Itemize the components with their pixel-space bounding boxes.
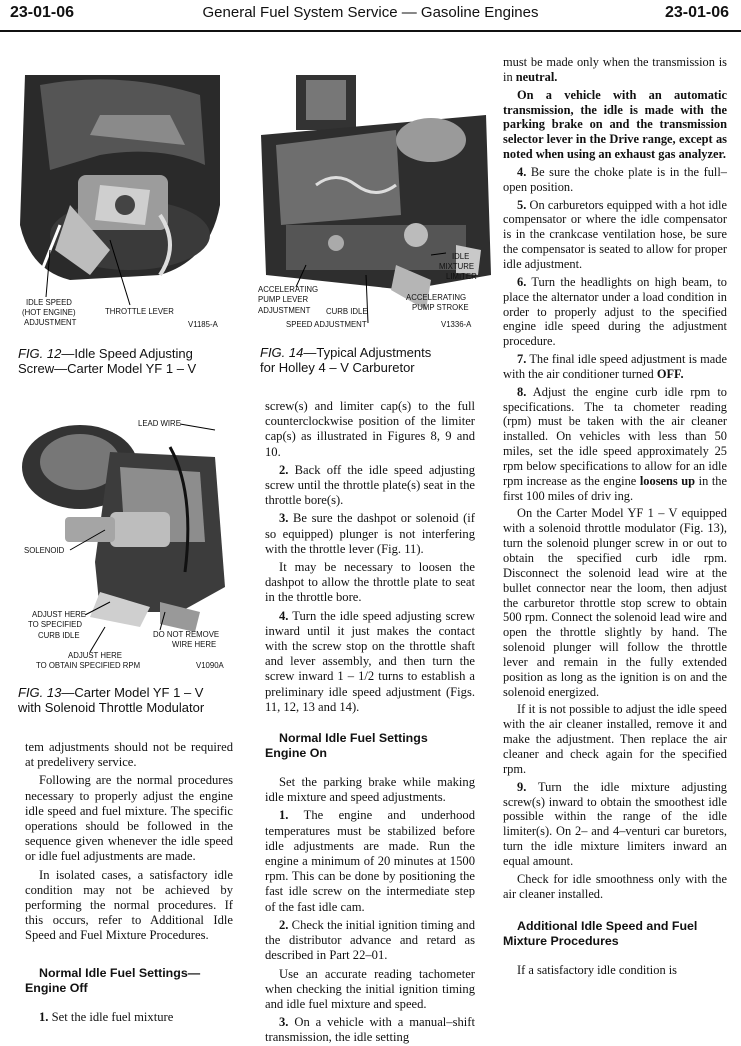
figure-14-number: FIG. 14 <box>260 345 304 360</box>
figure-13-caption-line2: with Solenoid Throttle Modulator <box>18 700 205 715</box>
col1-step-1-number: 1. <box>39 1009 49 1024</box>
figure-13-caption <box>18 685 243 715</box>
col3-paragraph-carter: On the Carter Model YF 1 – V equipped with a solenoid throttle modulator (Fig. 13), turn the solenoid plunger screw in or out to obtain the specified curb idle rpm. Disconnect the solenoid lead wire at the bullet connector near the loom, then adjust the carburetor throttle stop screw to obtain 500 rpm. Connect the solenoid lead wire and open the throttle slightly by hand. The solenoid plunger will follow the throttle lever and remain in the fully extended position as long as the ignition is on and the solenoid energized. <box>503 506 727 699</box>
label-idle-speed: IDLE SPEED <box>26 298 72 307</box>
col2-step-2 <box>265 463 475 509</box>
label-adjust-rpm-2: TO OBTAIN SPECIFIED RPM <box>36 661 141 670</box>
col3-neutral: neutral. <box>515 69 558 84</box>
col2-engine-step-1 <box>265 808 475 914</box>
col3-step-8-text-a: Adjust the engine curb idle rpm to specifications. The ta chometer reading (rpm) must be taken with the air cleaner installed. On vehicles with less than 50 miles, set the idle speed approximately 25 rpm below specifications to allow for an idle rpm increase as the engine <box>503 384 727 488</box>
figure-12-caption <box>18 346 243 376</box>
col3-step-4-number: 4. <box>517 164 527 179</box>
col3-step-8-loosens-up: loosens up <box>639 473 696 488</box>
column-3-text <box>503 55 727 978</box>
col2-step-3-text: Be sure the dashpot or solenoid (if so equipped) plunger is not interfering with the throttle lever (Fig. 11). <box>265 511 475 556</box>
page-header <box>0 0 741 32</box>
figure-14 <box>256 75 496 337</box>
col2-engine-step-1-text: The engine and underhood temperatures must be stabilized before idle adjustments are made. Run the engine a minimum of 20 minutes at 1500 rpm. This can be done by positioning the fast idle screw on the intermediate step of the fast idle cam. <box>265 808 475 914</box>
running-title: General Fuel System Service — Gasoline Engines <box>202 4 539 21</box>
label-accelerating-pump-stroke-2: PUMP STROKE <box>412 303 469 312</box>
col3-paragraph-last: If a satisfactory idle condition is <box>517 963 678 978</box>
col3-step-5-text: On carburetors equipped with a hot idle compensator or where the idle compensator is in the crankcase ventilation hose, be sure the compensator is seated to allow for proper idle adjustment. <box>503 197 727 271</box>
col3-step-7-number: 7. <box>517 352 527 367</box>
col3-automatic-text: On a vehicle with an automatic transmission, the idle is made with the parking brake on and the transmission selector lever in the Drive range, except as noted when using an exhaust gas analyzer. <box>503 87 727 162</box>
col2-engine-step-3-text: On a vehicle with a manual–shift transmission, the idle setting <box>265 1015 475 1045</box>
col3-step-4-text: Be sure the choke plate is in the full–open position. <box>503 164 727 194</box>
col3-step-9-text: Turn the idle mixture adjusting screw(s) inward to obtain the smoothest idle possible within the range of the idle limiter(s). On 2– and 4–venturi car buretors, turn the idle mixture limiters inward an equal amount. <box>503 779 727 868</box>
col1-paragraph-2: Following are the normal procedures necessary to properly adjust the engine idle speed and fuel mixture. The specific operations should be followed in the sequence given whenever the idle speed or idle fuel adjustments are made. <box>25 773 233 864</box>
figure-13-caption-line1: —Carter Model YF 1 – V <box>61 685 204 700</box>
label-do-not-remove-1: DO NOT REMOVE <box>153 630 220 639</box>
label-adjust-curb-idle-3: CURB IDLE <box>38 631 80 640</box>
col1-step-1-text: Set the idle fuel mixture <box>48 1009 174 1024</box>
col2-engine-step-1-number: 1. <box>279 808 289 823</box>
label-solenoid: SOLENOID <box>24 546 65 555</box>
col1-paragraph-1: tem adjustments should not be required at predelivery service. <box>25 740 233 770</box>
col2-step-4 <box>265 609 475 715</box>
figure-14-caption <box>260 345 495 375</box>
label-accelerating-pump-lever-2: PUMP LEVER <box>258 295 309 304</box>
label-adjust-curb-idle-2: TO SPECIFIED <box>28 620 83 629</box>
col2-engine-step-3-number: 3. <box>279 1015 289 1030</box>
figure-12 <box>10 75 235 337</box>
col2-engine-step-2-text: Check the initial ignition timing and the distributor advance and retard as described in Part 22–01. <box>265 917 475 963</box>
label-throttle-lever: THROTTLE LEVER <box>105 307 174 316</box>
col3-paragraph-check: Check for idle smoothness only with the air cleaner installed. <box>503 871 727 901</box>
col3-paragraph-not-possible: If it is not possible to adjust the idle speed with the air cleaner installed, remove it and make the adjustment. Then replace the air cleaner and check again for the specified rpm. <box>503 702 727 776</box>
figure-12-caption-line1: —Idle Speed Adjusting <box>61 346 193 361</box>
col3-step-4 <box>503 165 727 195</box>
label-curb-idle: CURB IDLE <box>326 307 368 316</box>
label-hot-engine: (HOT ENGINE) <box>22 308 76 317</box>
col1-step-1 <box>25 1010 233 1025</box>
figure-14-caption-line2: for Holley 4 – V Carburetor <box>260 360 415 375</box>
figure-13-code: V1090A <box>196 661 224 670</box>
col3-step-8-number: 8. <box>517 384 527 399</box>
section-heading-engine-off: Normal Idle Fuel Settings— Engine Off <box>25 965 201 995</box>
col3-step-7-text: The final idle speed adjustment is made with the air conditioner turned <box>503 352 727 381</box>
figure-14-caption-line1: —Typical Adjustments <box>303 345 432 360</box>
col2-engine-step-2 <box>265 918 475 964</box>
col2-paragraph-loosen: It may be necessary to loosen the dashpot to allow the throttle plate to seat in the throttle bore. <box>265 560 475 605</box>
col3-paragraph-1-text: must be made only when the transmission is in <box>503 55 727 84</box>
col1-paragraph-3: In isolated cases, a satisfactory idle condition may not be achieved by performing the normal procedures. If this occurs, refer to Additional Idle Speed and Fuel Mixture Procedures. <box>25 867 233 943</box>
label-do-not-remove-2: WIRE HERE <box>172 640 217 649</box>
page-number-left: 23-01-06 <box>10 4 75 21</box>
col2-paragraph-1: screw(s) and limiter cap(s) to the full counterclockwise position of the limiter cap(s) as illustrated in Figures 8, 9 and 10. <box>265 399 475 459</box>
col3-step-8 <box>503 385 727 504</box>
section-heading-engine-on: Normal Idle Fuel Settings Engine On <box>265 731 428 761</box>
col2-engine-step-3 <box>265 1015 475 1045</box>
col2-step-2-number: 2. <box>279 462 289 477</box>
col2-engine-step-2-number: 2. <box>279 917 289 932</box>
col2-paragraph-brake: Set the parking brake while making idle mixture and speed adjustments. <box>265 775 475 805</box>
label-accelerating-pump-stroke-1: ACCELERATING <box>406 293 467 302</box>
col3-step-9 <box>503 780 727 869</box>
label-adjust-curb-idle-1: ADJUST HERE <box>32 610 87 619</box>
page-number-right: 23-01-06 <box>664 4 729 21</box>
label-accelerating-pump-lever-3: ADJUSTMENT <box>258 306 311 315</box>
col3-step-6-text: Turn the headlights on high beam, to place the alternator under a load condition in order to properly adjust to the specified engine idle speed during the adjustment procedure. <box>503 274 727 349</box>
label-accelerating-pump-lever-1: ACCELERATING <box>258 285 319 294</box>
col3-step-8-text-b: in the first 100 miles of driv ing. <box>503 473 727 503</box>
label-limiter: LIMITER <box>446 272 477 281</box>
col2-step-4-text: Turn the idle speed adjusting screw inward until it just makes the contact with the screw stop on the throttle shaft and lever assembly, and then turn the screw inward 1 – 1/2 turns to establish a preliminary idle speed adjustment (Figs. 11, 12, 13 and 14). <box>265 608 475 714</box>
figure-12-number: FIG. 12 <box>18 346 62 361</box>
col3-paragraph-1 <box>503 55 727 85</box>
label-adjustment: ADJUSTMENT <box>24 318 77 327</box>
figure-13-number: FIG. 13 <box>18 685 62 700</box>
figure-12-caption-line2: Screw—Carter Model YF 1 – V <box>18 361 197 376</box>
label-idle: IDLE <box>452 252 470 261</box>
col3-step-7 <box>503 352 727 382</box>
column-1-text <box>25 740 233 1025</box>
col3-paragraph-automatic <box>503 88 727 162</box>
col2-paragraph-tach: Use an accurate reading tachometer when checking the initial ignition timing and idle fuel mixture and speed. <box>265 966 475 1011</box>
label-mixture: MIXTURE <box>439 262 475 271</box>
label-speed-adjustment: SPEED ADJUSTMENT <box>286 320 367 329</box>
column-2-text <box>265 399 475 1046</box>
col3-step-9-number: 9. <box>517 779 527 794</box>
col2-step-3 <box>265 511 475 557</box>
figure-14-code: V1336-A <box>441 320 472 329</box>
col3-step-5-number: 5. <box>517 197 527 212</box>
label-adjust-rpm-1: ADJUST HERE <box>68 651 123 660</box>
col3-step-6-number: 6. <box>517 274 527 289</box>
figure-13 <box>10 412 235 677</box>
figure-12-code: V1185-A <box>188 320 218 329</box>
col3-step-5 <box>503 198 727 272</box>
col3-step-7-off: OFF. <box>656 366 684 381</box>
col2-step-2-text: Back off the idle speed adjusting screw until the throttle plate(s) seat in the throttle bore(s). <box>265 462 475 508</box>
section-heading-additional: Additional Idle Speed and Fuel Mixture Procedures <box>503 919 698 949</box>
label-lead-wire: LEAD WIRE <box>138 419 181 428</box>
col3-step-6 <box>503 275 727 349</box>
col2-step-3-number: 3. <box>279 511 289 526</box>
col2-step-4-number: 4. <box>279 608 289 623</box>
